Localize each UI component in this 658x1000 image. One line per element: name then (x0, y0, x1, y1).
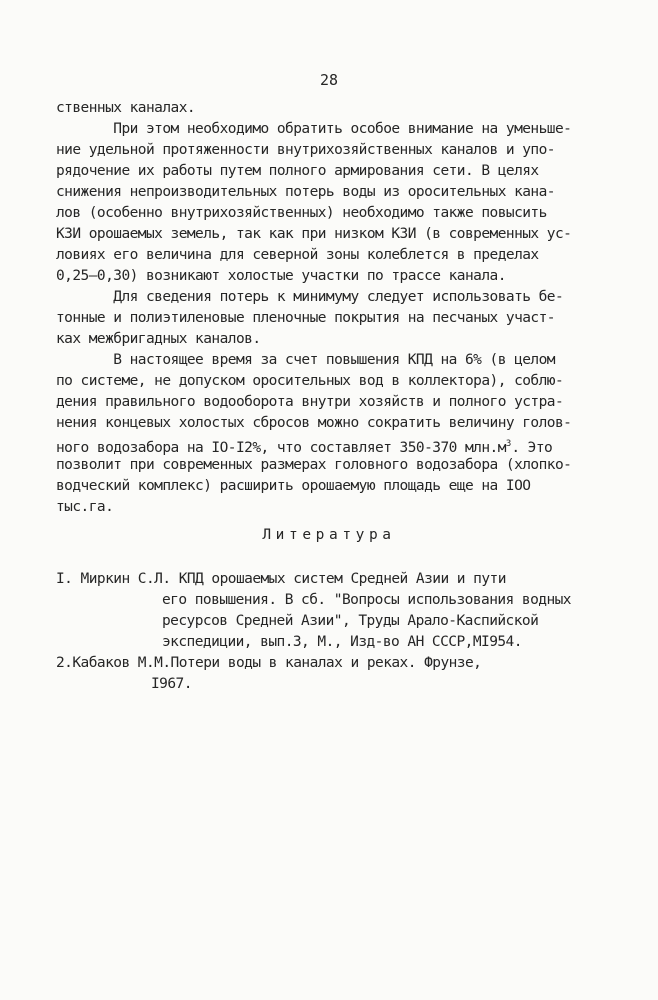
reference-line: его повышения. В сб. "Вопросы использования водных (162, 592, 571, 608)
body-line: ние удельной протяженности внутрихозяйственных каналов и упо- (56, 142, 555, 158)
reference-line: I. Миркин С.Л. КПД орошаемых систем Средней Азии и пути (56, 571, 506, 587)
body-line: КЗИ орошаемых земель, так как при низком КЗИ (в современных ус- (56, 226, 572, 242)
literature-heading: Литература (262, 527, 396, 543)
body-line: ловиях его величина для северной зоны колеблется в пределах (56, 247, 539, 263)
reference-line: экспедиции, вып.3, М., Изд-во АН СССР,МI954. (162, 634, 522, 650)
body-line: рядочение их работы путем полного армирования сети. В целях (56, 163, 539, 179)
body-line: по системе, не допуском оросительных вод в коллектора), соблю- (56, 373, 564, 389)
page-number: 28 (319, 71, 339, 89)
body-line-text: ного водозабора на IO-I2%, что составляет 350-370 млн.м (56, 440, 506, 456)
body-line: 0,25–0,30) возникают холостые участки по трассе канала. (56, 268, 506, 284)
body-line-tail: . Это (511, 440, 553, 456)
reference-line: I967. (151, 676, 192, 692)
superscript: 3 (505, 439, 512, 449)
body-line: лов (особенно внутрихозяйственных) необходимо также повысить (56, 205, 547, 221)
body-line: дения правильного водооборота внутри хозяйств и полного устра- (56, 394, 564, 410)
reference-line: 2.Кабаков М.М.Потери воды в каналах и реках. Фрунзе, (56, 655, 482, 671)
body-line: тонные и полиэтиленовые пленочные покрытия на песчаных участ- (56, 310, 555, 326)
body-line: снижения непроизводительных потерь воды из оросительных кана- (56, 184, 555, 200)
reference-line: ресурсов Средней Азии", Труды Арало-Каспийской (162, 613, 539, 629)
body-line: Для сведения потерь к минимуму следует использовать бе- (56, 289, 564, 305)
body-line: тыс.га. (56, 499, 114, 515)
body-line: водческий комплекс) расширить орошаемую площадь еще на IOO (56, 478, 531, 494)
body-line: В настоящее время за счет повышения КПД на 6% (в целом (56, 352, 555, 368)
body-line: позволит при современных размерах головного водозабора (хлопко- (56, 457, 572, 473)
body-line: ственных каналах. (56, 100, 196, 116)
body-line: ках межбригадных каналов. (56, 331, 261, 347)
body-line: нения концевых холостых сбросов можно сократить величину голов- (56, 415, 572, 431)
body-line: При этом необходимо обратить особое внимание на уменьше- (56, 121, 572, 137)
